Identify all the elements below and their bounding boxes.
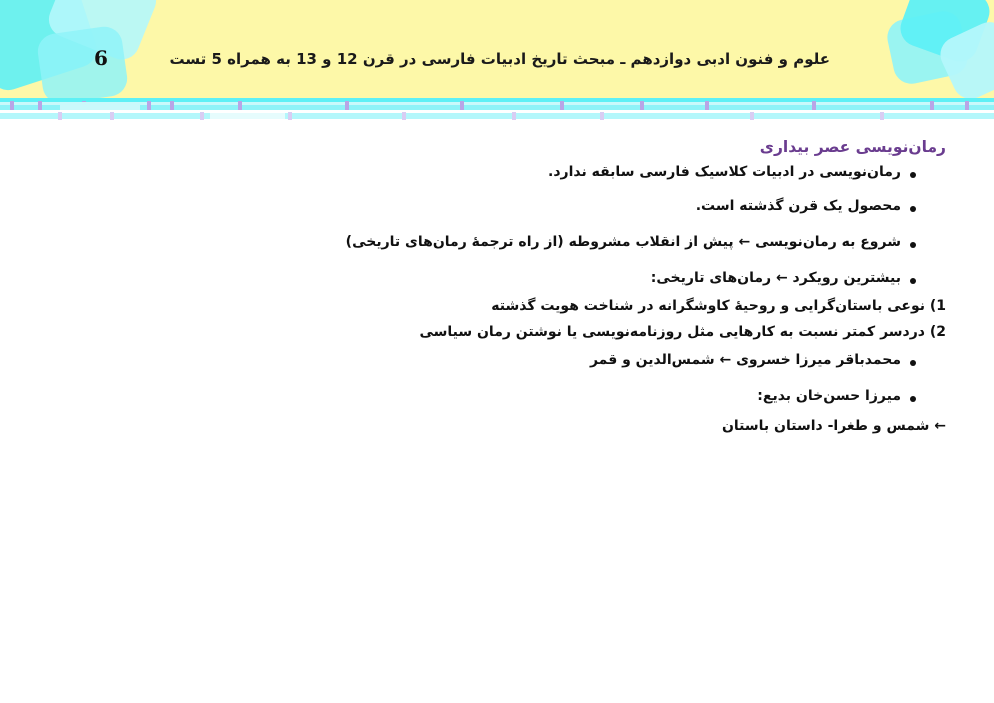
numbered-item: 2) دردسر کمتر نسبت به کارهایی مثل روزنامه‌نویسی یا نوشتن رمان سیاسی xyxy=(419,324,946,340)
main-content xyxy=(246,138,946,434)
page-number: 6 xyxy=(94,46,108,70)
bullet-item: میرزا حسن‌خان بدیع: xyxy=(246,388,946,404)
header-decoration-shape xyxy=(36,24,130,100)
numbered-item: 1) نوعی باستان‌گرایی و روحیۀ کاوشگرانه در شناخت هویت گذشته xyxy=(491,298,946,314)
bullet-item: محمدباقر میرزا خسروی ← شمس‌الدین و قمر xyxy=(246,352,946,368)
header-stripe-band xyxy=(0,98,994,122)
page-header xyxy=(0,0,994,100)
page-title: علوم و فنون ادبی دوازدهم ـ مبحث تاریخ ادبیات فارسی در قرن 12 و 13 به همراه 5 تست xyxy=(169,50,830,68)
bullet-item: بیشترین رویکرد ← رمان‌های تاریخی: xyxy=(246,270,946,286)
bullet-item: محصول یک قرن گذشته است. xyxy=(246,198,946,214)
arrow-line: ← شمس و طغرا- داستان باستان xyxy=(721,418,946,434)
bullet-item: شروع به رمان‌نویسی ← پیش از انقلاب مشروطه (از راه ترجمۀ رمان‌های تاریخی) xyxy=(246,234,946,250)
bullet-item: رمان‌نویسی در ادبیات کلاسیک فارسی سابقه ندارد. xyxy=(246,164,946,180)
section-heading: رمان‌نویسی عصر بیداری xyxy=(759,138,946,156)
